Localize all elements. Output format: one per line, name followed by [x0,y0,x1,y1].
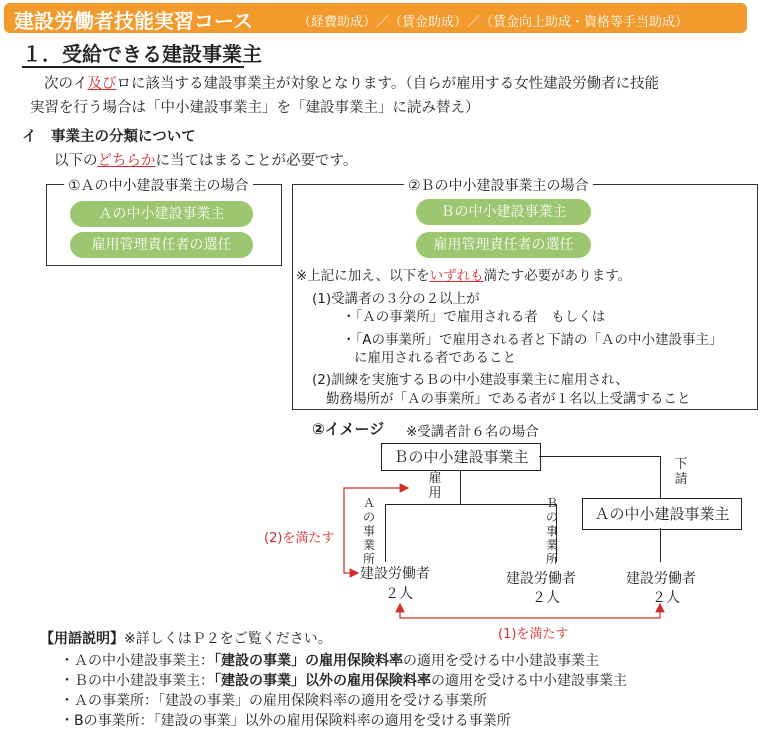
term-a-office: ・Ａの事業所：「建設の事業」の雇用保険料率の適用を受ける事業所 [60,693,487,709]
intro-line-1: 次のイ及びロに該当する建設事業主が対象となります。（自らが雇用する女性建設労働者に技能 [44,76,660,92]
case-a-pill-employer: Ａの中小建設事業主 [70,201,253,227]
term-b-office: ・Bの事業所：「建設の事業」以外の雇用保険料率の適用を受ける事業所 [60,713,511,729]
case-b-pill-employer: Ｂの中小建設事業主 [416,199,591,225]
arrow-cond1 [400,604,660,618]
image-title: ②イメージ [312,420,385,438]
section-title: １．受給できる建設事業主 [22,42,262,66]
condition-2: (2)訓練を実施するＢの中小建設事業主に雇用され、 [312,372,629,388]
case-b-note: ※上記に加え、以下をいずれも満たす必要があります。 [296,268,632,284]
case-a-title: ①Ａの中小建設事業主の場合 [64,175,253,195]
banner-title: 建設労働者技能実習コース [14,9,253,33]
subsection-title: イ 事業主の分類について [22,129,196,145]
intro-line-2: 実習を行う場合は「中小建設事業主」を「建設事業主」に読み替え） [30,100,480,116]
worker-a-count: ２人 [385,586,413,602]
term-b-employer: ・Ｂの中小建設事業主：「建設の事業」以外の雇用保険料率の適用を受ける中小建設事業主 [60,673,627,689]
worker-c-count: ２人 [652,590,680,606]
condition-1a: ・「Ａの事業所」で雇用される者 もしくは [342,309,606,325]
case-b-title: ②Ｂの中小建設事業主の場合 [404,175,593,195]
case-b-pill-manager: 雇用管理責任者の選任 [416,232,591,258]
worker-c-label: 建設労働者 [626,571,696,587]
condition-1: (1)受講者の３分の２以上が [312,291,480,307]
label-b-office: Ｂの事業所 [545,496,558,566]
condition-1b-cont: に雇用される者であること [354,350,516,366]
b-employer-box: Ｂの中小建設事業主 [381,443,541,471]
a-subcontractor-box: Ａの中小建設事業主 [582,498,742,530]
condition-2-cont: 勤務場所が「Ａの事業所」である者が１名以上受講すること [326,391,691,407]
case-a-pill-manager: 雇用管理責任者の選任 [70,232,253,258]
worker-a-label: 建設労働者 [360,566,430,582]
term-a-employer: ・Ａの中小建設事業主：「建設の事業」の雇用保険料率の適用を受ける中小建設事業主 [60,653,599,669]
cond1-label: (1)を満たす [498,627,569,642]
image-note: ※受講者計６名の場合 [406,424,539,440]
terms-heading: 【用語説明】※詳しくはＰ２をご覧ください。 [40,631,332,647]
arrow-cond2 [344,488,400,573]
cond2-label: (2)を満たす [264,531,335,546]
label-shita: 下請 [674,457,688,487]
banner-subtitle: （経費助成）／（賃金助成）／（賃金向上助成・資格等手当助成） [298,15,689,30]
condition-1b: ・「Aの事業所」で雇用される者と下請の「Ａの中小建設事主」 [342,332,723,348]
worker-b-count: ２人 [532,590,560,606]
subsection-lead: 以下のどちらかに当てはまることが必要です。 [54,153,358,169]
label-koyo: 雇用 [428,471,442,501]
worker-b-label: 建設労働者 [506,571,576,587]
label-a-office: Ａの事業所 [362,496,375,566]
